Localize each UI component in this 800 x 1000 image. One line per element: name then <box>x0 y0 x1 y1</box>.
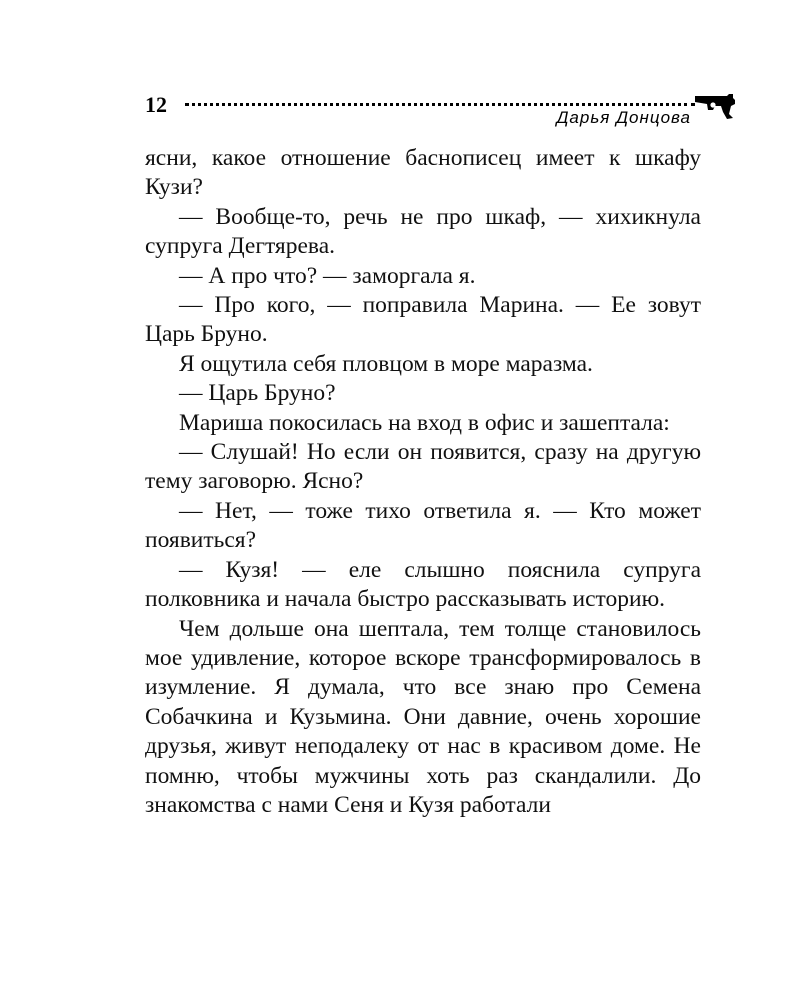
paragraph: — Кузя! — еле слышно пояснила супруга полковника и начала быстро рассказывать историю. <box>145 556 701 613</box>
paragraph: Я ощутила себя пловцом в море маразма. <box>179 350 593 377</box>
paragraph: — Вообще-то, речь не про шкаф, — хихикнула супруга Дегтярева. <box>145 203 701 260</box>
page-number: 12 <box>145 92 167 117</box>
dotted-leader <box>185 103 695 106</box>
paragraph: ясни, какое отношение баснописец имеет к шкафу Кузи? <box>145 145 701 201</box>
paragraph: — Нет, — тоже тихо ответила я. — Кто может появиться? <box>145 497 701 554</box>
body-text <box>145 144 701 820</box>
revolver-icon <box>693 92 737 120</box>
running-header-author: Дарья Донцова <box>556 108 691 127</box>
paragraph: — Царь Бруно? <box>179 380 336 407</box>
running-header <box>145 92 737 132</box>
paragraph: — А про что? — заморгала я. <box>179 262 476 289</box>
paragraph: Мариша покосилась на вход в офис и зашептала: <box>179 409 670 436</box>
paragraph: Чем дольше она шептала, тем толще становилось мое удивление, которое вскоре трансформировалось в изумление. Я думала, что все знаю про Семена Собачкина и Кузьмина. Они давние, очень хорошие друзья, живут неподалеку от нас в красивом доме. Не помню, чтобы мужчины хоть раз скандалили. До знакомства с нами Сеня и Кузя работали <box>145 615 701 818</box>
paragraph: — Про кого, — поправила Марина. — Ее зовут Царь Бруно. <box>145 292 701 348</box>
paragraph: — Слушай! Но если он появится, сразу на другую тему заговорю. Ясно? <box>145 439 701 495</box>
